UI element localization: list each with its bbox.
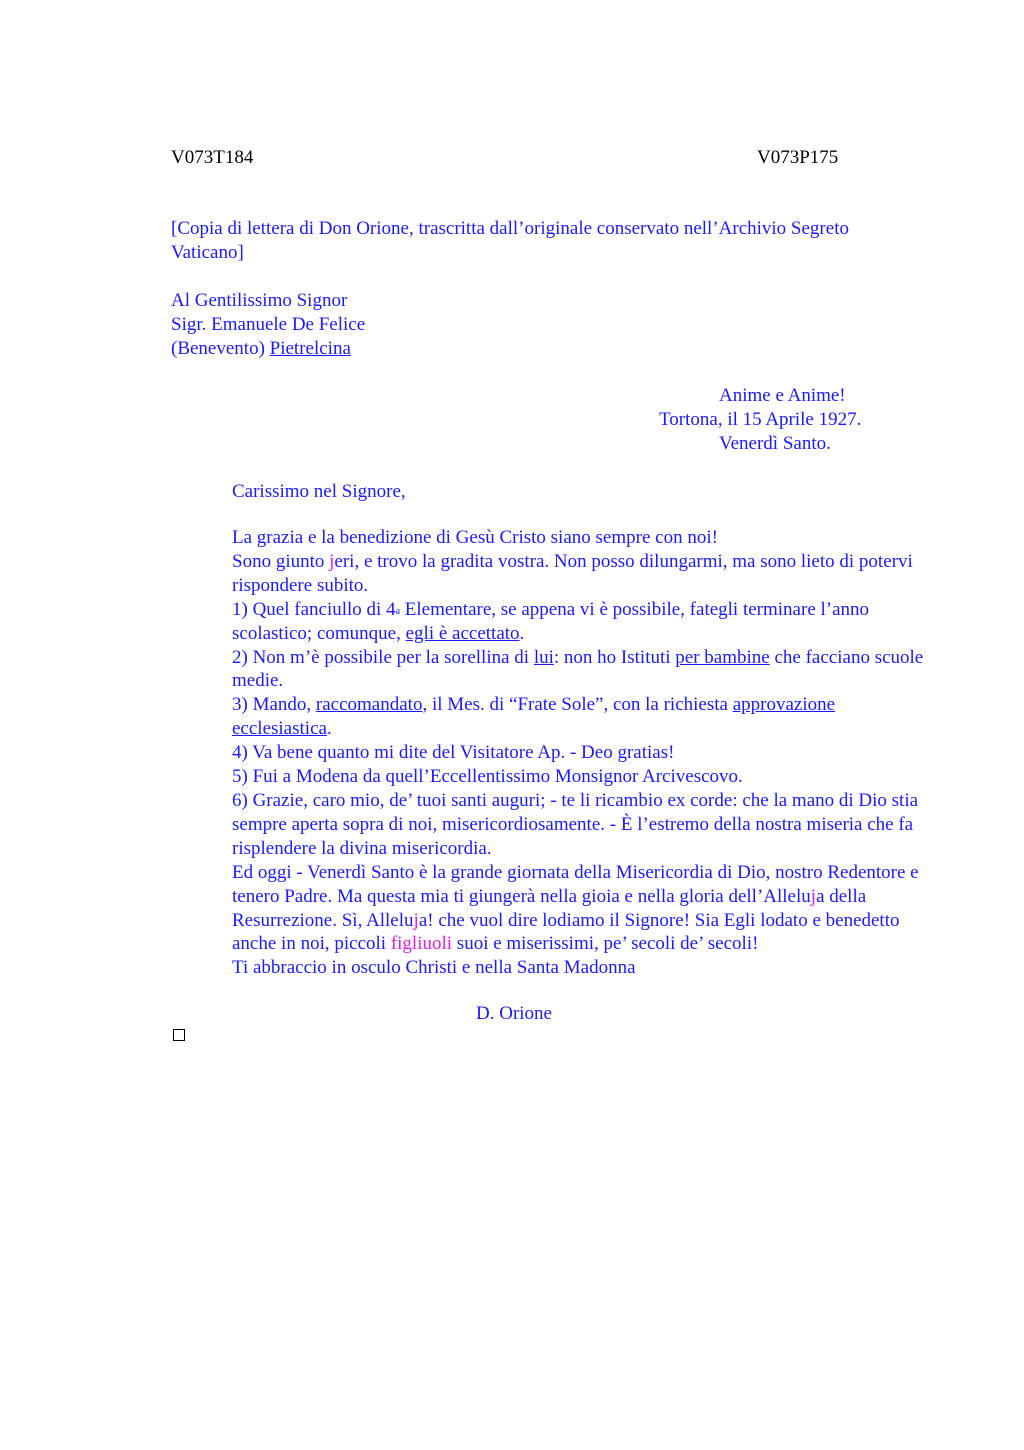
- text-span: a della Resurrezione. Sì, Allelu: [232, 885, 867, 931]
- dateline-day: Venerdì Santo.: [719, 433, 831, 454]
- address-line1: Al Gentilissimo Signor: [171, 290, 348, 311]
- text-span: Sono giunto: [232, 550, 330, 572]
- text-span: : non ho Istituti: [553, 646, 676, 668]
- text-span: .: [519, 622, 525, 644]
- text-span: eri, e trovo la gradita vostra. Non posso dilungarmi, ma sono lieto di potervi rispondere subito.: [232, 550, 913, 596]
- body-paragraph-3: [171, 598, 931, 646]
- address-province: (Benevento): [171, 338, 270, 359]
- dateline-place-date: Tortona, il 15 Aprile 1927.: [659, 409, 862, 430]
- highlight-word: figliuoli: [390, 933, 453, 955]
- body-paragraph-9: [171, 861, 931, 957]
- superscript: a: [395, 605, 401, 617]
- text-span: Ed oggi - Venerdì Santo è la grande giornata della Misericordia di Dio, nostro Redentore e tenero Padre. Ma questa mia ti giungerà nella gioia e nella gloria dell’Allelu: [232, 861, 919, 907]
- text-span: suoi e miserissimi, pe’ secoli de’ secoli!: [452, 933, 759, 955]
- address-line2: Sigr. Emanuele De Felice: [171, 314, 366, 335]
- body-paragraph-1: La grazia e la benedizione di Gesù Cristo siano sempre con noi!: [232, 527, 718, 548]
- document-code-right: V073P175: [757, 147, 839, 168]
- highlight-letter: j: [413, 909, 419, 931]
- body-paragraph-7: 5) Fui a Modena da quell’Eccellentissimo Monsignor Arcivescovo.: [232, 766, 743, 788]
- body-paragraph-5: [171, 693, 931, 741]
- underlined-text: lui: [533, 646, 554, 668]
- salutation: Carissimo nel Signore,: [232, 481, 406, 502]
- text-span: 3) Mando,: [232, 694, 316, 716]
- highlight-letter: j: [329, 550, 335, 572]
- address-line3: [171, 338, 351, 360]
- address-town: Pietrelcina: [269, 338, 351, 359]
- underlined-text: per bambine: [675, 646, 770, 668]
- highlight-letter: j: [810, 885, 817, 907]
- dateline-motto: Anime e Anime!: [719, 385, 846, 406]
- document-code-left: V073T184: [171, 147, 254, 168]
- body-paragraph-2: [171, 550, 931, 598]
- body-paragraph-4: [171, 646, 931, 694]
- editorial-note-line2: Vaticano]: [171, 242, 244, 263]
- text-span: a! che vuol dire lodiamo il Signore! Sia Egli lodato e benedetto anche in noi, piccoli: [232, 909, 900, 955]
- editorial-note-line1: [Copia di lettera di Don Orione, trascritta dall’originale conservato nell’Archivio Segreto: [171, 218, 849, 239]
- body-paragraph-6: 4) Va bene quanto mi dite del Visitatore Ap. - Deo gratias!: [232, 742, 675, 764]
- text-span: Elementare, se appena vi è possibile, fategli terminare l’anno scolastico; comunque,: [232, 598, 870, 644]
- signature: D. Orione: [476, 1003, 552, 1024]
- underlined-text: approvazione ecclesiastica: [232, 694, 836, 740]
- underlined-text: egli è accettato: [405, 622, 520, 644]
- text-span: 2) Non m’è possibile per la sorellina di: [232, 646, 534, 668]
- checkbox-square-icon: [173, 1029, 185, 1041]
- text-span: , il Mes. di “Frate Sole”, con la richiesta: [422, 694, 733, 716]
- text-span: .: [326, 718, 332, 740]
- body-paragraph-10: Ti abbraccio in osculo Christi e nella Santa Madonna: [232, 957, 636, 979]
- letter-body: [171, 526, 931, 980]
- text-span: che facciano scuole medie.: [232, 646, 924, 692]
- text-span: 1) Quel fanciullo di 4: [232, 598, 396, 620]
- body-paragraph-8: 6) Grazie, caro mio, de’ tuoi santi auguri; - te li ricambio ex corde: che la mano di Dio stia sempre aperta sopra di noi, misericordiosamente. - È l’estremo della nostra miseria che fa risplendere la divina misericordia.: [232, 789, 919, 859]
- underlined-text: raccomandato: [315, 694, 423, 716]
